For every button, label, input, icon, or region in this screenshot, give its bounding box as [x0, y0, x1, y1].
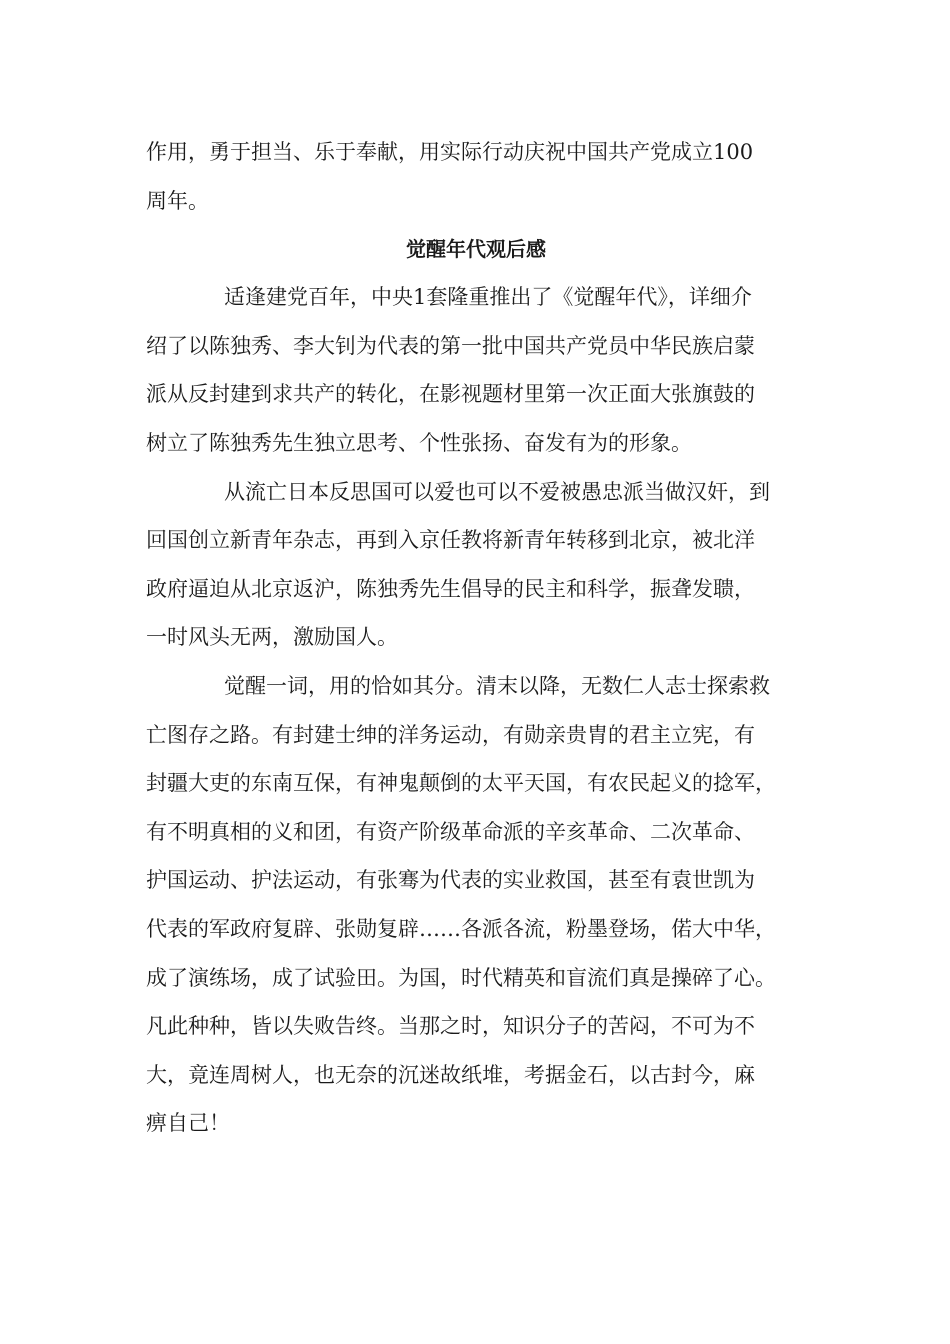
paragraph-line: 派从反封建到求共产的转化，在影视题材里第一次正面大张旗鼓的: [146, 382, 755, 407]
paragraph-2: [146, 468, 806, 662]
paragraph-line: 一时风头无两，激励国人。: [146, 625, 398, 650]
paragraph-3: [146, 662, 806, 1148]
paragraph-line: 回国创立新青年杂志，再到入京任教将新青年转移到北京，被北洋: [146, 528, 755, 553]
paragraph-line: 大，竟连周树人，也无奈的沉迷故纸堆，考据金石，以古封今，麻: [146, 1062, 755, 1087]
document-page: [146, 128, 806, 1148]
paragraph-line: 凡此种种，皆以失败告终。当那之时，知识分子的苦闷，不可为不: [146, 1014, 755, 1039]
paragraph-line: 政府逼迫从北京返沪，陈独秀先生倡导的民主和科学，振聋发聩，: [146, 576, 755, 601]
paragraph-line: 适逢建党百年，中央1套隆重推出了《觉醒年代》，详细介: [224, 285, 752, 310]
intro-line: 周年。: [146, 188, 209, 213]
paragraph-line: 树立了陈独秀先生独立思考、个性张扬、奋发有为的形象。: [146, 430, 692, 455]
paragraph-line: 痹自己！: [146, 1111, 230, 1136]
paragraph-line: 有不明真相的义和团，有资产阶级革命派的辛亥革命、二次革命、: [146, 819, 755, 844]
intro-line: 作用，勇于担当、乐于奉献，用实际行动庆祝中国共产党成立100: [146, 140, 754, 164]
paragraph-line: 护国运动、护法运动，有张骞为代表的实业救国，甚至有袁世凯为: [146, 868, 755, 893]
paragraph-line: 代表的军政府复辟、张勋复辟……各派各流，粉墨登场，偌大中华，: [146, 916, 776, 941]
paragraph-line: 亡图存之路。有封建士绅的洋务运动，有勋亲贵胄的君主立宪，有: [146, 722, 755, 747]
paragraph-1: [146, 273, 806, 467]
paragraph-line: 绍了以陈独秀、李大钊为代表的第一批中国共产党员中华民族启蒙: [146, 333, 755, 358]
paragraph-line: 觉醒一词，用的恰如其分。清末以降，无数仁人志士探索救: [224, 673, 770, 698]
paragraph-line: 从流亡日本反思国可以爱也可以不爱被愚忠派当做汉奸，到: [224, 479, 770, 504]
paragraph-line: 成了演练场，成了试验田。为国，时代精英和盲流们真是操碎了心。: [146, 965, 776, 990]
paragraph-line: 封疆大吏的东南互保，有神鬼颠倒的太平天国，有农民起义的捻军，: [146, 771, 776, 796]
essay-title: 觉醒年代观后感: [406, 237, 546, 262]
